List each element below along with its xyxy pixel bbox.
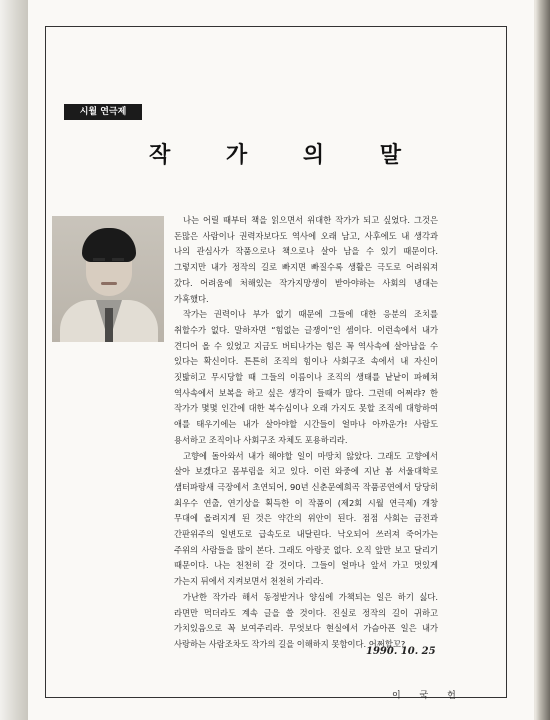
essay-paragraph: 가난한 작가라 해서 동정받거나 양심에 가책되는 일은 하기 싫다. 라면만 먹더라도 계속 글을 쓸 것이다. 진실로 정작의 길이 귀하고 가치있음으로 꼭 보여주리라. 무엇보다 현실에서 가슴아픈 일은 내가 사랑하는 사람조차도 작가의 길을 이해하지 못함이다. 어쩌할꼬? [174, 591, 438, 649]
scan-right-edge [536, 0, 550, 720]
essay-body [174, 213, 438, 653]
section-tag: 시월 연극제 [64, 104, 142, 120]
scan-left-edge [0, 0, 28, 720]
photo-hair [82, 228, 136, 262]
essay-paragraph: 나는 어릴 때부터 책을 읽으면서 위대한 작가가 되고 싶었다. 그것은 돈많은 사람이나 권력자보다도 역사에 오래 남고, 사후에도 내 생각과 나의 관심사가 작품으로나 책으로나 살아 남을 수 있기 때문이다. 그렇지만 내가 정작의 길로 빠지면 빠질수록 생활은 극도로 어려워져 갔다. 어려움에 처해있는 작가지망생이 받아야하는 사회의 냉대는 가혹했다. [174, 215, 438, 304]
essay-paragraph: 작가는 권력이나 부가 없기 때문에 그들에 대한 응분의 조치를 취할수가 없다. 말하자면 “힘없는 글쟁이”인 셈이다. 이런속에서 내가 견디어 올 수 있었고 지금도 버티나가는 힘은 꼭 역사속에 살아남을 수 있다는 확신이다. 튼튼히 조직의 힘이나 사회구조 속에서 내 자신이 짓밟히고 무시당할 때 그들의 이름이나 조직의 생태를 낱낱이 파헤쳐 역사속에서 보복을 하고 싶은 생각이 들때가 많다. 그런데 어쩌랴? 한 작가가 몇몇 인간에 대한 복수심이나 오래 가지도 못할 조직에 대항하여 애를 태우기에는 내가 살아야할 시간들이 얼마나 아까운가! 사람도 용서하고 조직이나 사회구조 자체도 포용하리라. [174, 309, 438, 445]
page-title: 작 가 의 말 [149, 143, 425, 168]
author-name: 이 국 헌 [392, 691, 464, 701]
author-photo [52, 216, 164, 342]
photo-mouth [101, 282, 117, 285]
photo-brow-left [93, 258, 105, 261]
photo-tie [105, 308, 113, 342]
essay-paragraph: 고향에 돌아와서 내가 해야할 일이 마땅치 않았다. 그래도 고향에서 살아 보겠다고 몸부림을 치고 있다. 이런 와중에 지난 봄 서울대학로 샘터파랑새 극장에서 초연되어, 90년 신춘문예희곡 작품공연에서 당당히 최우수 연출, 연기상을 획득한 이 작품이 (제2회 시월 연극제) 개창 무대에 올려지게 된 것은 약간의 위안이 된다. 점점 사회는 금전과 간판위주의 일변도로 급속도로 내달린다. 낙오되어 쓰러져 죽어가는 주위의 사람들을 많이 본다. 그래도 아랑곳 없다. 오직 앞만 보고 달리기 때문이다. 나는 천천히 갈 것이다. 그들이 얼마나 앞서 가고 멋있게 가는지 뒤에서 지켜보면서 천천히 가리라. [174, 450, 438, 587]
photo-brow-right [112, 258, 124, 261]
essay-date: 1990. 10. 25 [366, 646, 436, 657]
